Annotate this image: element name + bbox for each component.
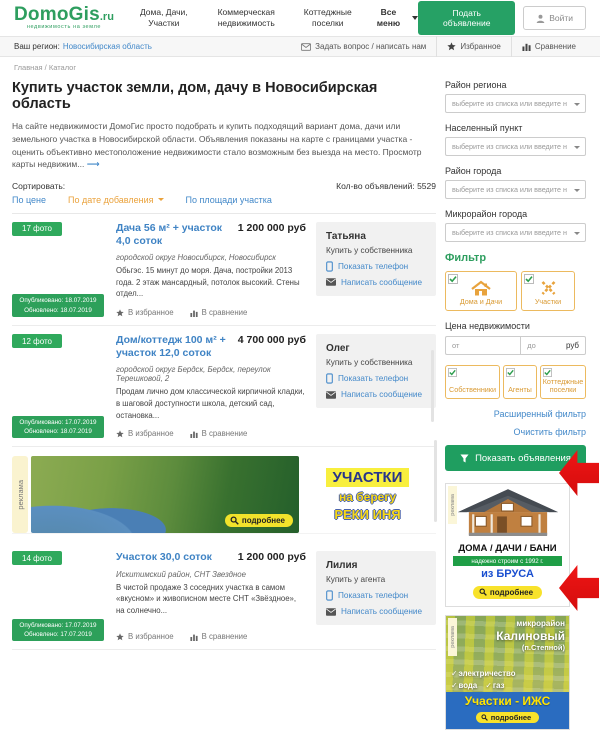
subheader-links [291, 36, 586, 57]
main-column [12, 78, 436, 650]
published-date: Опубликовано: 17.07.2019 [19, 621, 97, 629]
bar-chart-icon [190, 430, 198, 438]
star-icon [116, 430, 124, 438]
select-label: Микрорайон города [445, 209, 528, 219]
listing-location: городской округ Новосибирск, Новосибирск [116, 253, 276, 262]
listing-location: городской округ Бердск, Бердск, переулок Терешковой, 2 [116, 365, 271, 384]
ad-district: микрорайон [516, 619, 565, 628]
site-logo[interactable] [14, 5, 114, 31]
listings-count: Кол-во объявлений: 5529 [336, 180, 436, 191]
region-label: Ваш регион: [14, 42, 60, 51]
logo-tagline: недвижимость на земле [26, 24, 102, 31]
sort-by-area[interactable]: По площади участка [185, 194, 272, 205]
ad-settlement: (п.Степной) [521, 642, 565, 652]
contact-name: Олег [326, 343, 350, 355]
select-placeholder: выберите из списка или введите н [452, 99, 567, 108]
add-to-favorites-link[interactable] [116, 632, 174, 641]
ad-features [451, 668, 516, 691]
add-to-compare-link[interactable] [190, 429, 248, 438]
ad-line1: УЧАСТКИ [326, 468, 410, 487]
nav-item-homes[interactable]: Дома, Дачи, Участки [139, 7, 188, 28]
listing-price: 1 200 000 руб [237, 221, 306, 234]
listing-body [104, 222, 316, 317]
ad-label: реклама [449, 626, 456, 648]
checkbox-agents[interactable] [503, 365, 537, 399]
bar-chart-icon [190, 633, 198, 641]
ask-question-link[interactable] [291, 36, 436, 57]
listing-body [104, 334, 316, 438]
listing-price: 1 200 000 руб [237, 551, 306, 564]
scrollbar-line [431, 350, 434, 422]
sort-by-price[interactable]: По цене [12, 194, 47, 205]
ad-label-tab [448, 486, 457, 524]
ad-name: Калиновый [496, 628, 565, 643]
send-message-link[interactable] [326, 607, 426, 616]
show-phone-label: Показать телефон [338, 261, 409, 271]
login-button[interactable] [523, 6, 586, 30]
main-nav [132, 7, 418, 28]
photo-count-badge[interactable]: 14 фото [12, 551, 62, 565]
compare-label: В сравнение [201, 429, 248, 439]
checkbox-checked-icon [543, 368, 552, 377]
checkbox-checked-icon [448, 368, 457, 377]
star-icon [116, 633, 124, 641]
select-label: Район региона [445, 80, 507, 90]
contact-type: Купить у агента [326, 575, 386, 585]
feature-electricity: ✓ электричество [451, 669, 516, 678]
checkbox-houses-label: Дома и Дачи [459, 297, 503, 307]
ad-details-label: подробнее [490, 713, 532, 722]
ad-title: ДОМА / ДАЧИ / БАНИ [458, 543, 557, 554]
listing-left [12, 334, 104, 438]
breadcrumb [14, 63, 76, 72]
compare-label: Сравнение [534, 42, 576, 51]
scrollbar-line [434, 440, 437, 522]
magnifier-icon [481, 714, 488, 721]
logo-text: DomoGis [14, 4, 100, 26]
header-actions [418, 1, 586, 35]
checkbox-cottage-villages-label: Коттеджные поселки [542, 376, 584, 395]
published-badge [12, 294, 104, 317]
listing-left [12, 222, 104, 317]
ad-banner-river[interactable] [12, 456, 436, 534]
house-icon [470, 280, 492, 296]
filter-links [445, 409, 586, 437]
listing-location: Искитимский район, СНТ Звездное [116, 569, 246, 579]
contact-name: Татьяна [326, 230, 366, 242]
seller-checkboxes [445, 365, 586, 399]
price-to-field[interactable] [520, 336, 586, 355]
all-menu-label: Все меню [376, 7, 401, 28]
favorites-label: Избранное [460, 42, 501, 51]
listing-actions [116, 421, 306, 438]
listing-price: 4 700 000 руб [237, 334, 306, 347]
ad-kalinovy-plots[interactable] [445, 615, 570, 730]
compare-link[interactable] [511, 36, 586, 57]
send-message-label: Написать сообщение [341, 390, 423, 400]
filter-title: Фильтр [445, 252, 487, 264]
show-phone-link[interactable] [326, 373, 426, 384]
envelope-icon [326, 608, 336, 616]
ad-banner-title: Участки - ИЖС [464, 694, 551, 708]
phone-icon [326, 373, 333, 384]
ad-line2: на берегу [338, 489, 397, 504]
ad-details-label: подробнее [489, 587, 534, 597]
land-plot-icon [540, 280, 557, 296]
read-more-arrow-icon[interactable] [87, 159, 100, 169]
nav-item-cottage-villages[interactable]: Коттеджные поселки [303, 7, 352, 28]
select-placeholder: выберите из списка или введите н [452, 228, 567, 237]
chevron-down-icon [158, 198, 164, 201]
header [0, 0, 600, 36]
price-from-field[interactable] [445, 336, 520, 355]
clear-filter-link[interactable]: Очистить фильтр [513, 427, 586, 437]
published-badge [12, 619, 104, 642]
bar-chart-icon [190, 309, 198, 317]
listing-actions [116, 624, 306, 641]
advanced-filter-link[interactable]: Расширенный фильтр [493, 409, 586, 419]
ad-label: реклама [15, 480, 25, 510]
star-icon [116, 309, 124, 317]
ad-subtitle: надежно строим с 1992 г. [453, 556, 562, 566]
photo-count-badge[interactable]: 12 фото [12, 334, 62, 348]
breadcrumb-home[interactable]: Главная [14, 63, 43, 72]
favorite-label: В избранное [128, 429, 174, 439]
bar-chart-icon [522, 42, 531, 51]
intro-text [12, 120, 436, 172]
filter-sidebar [445, 80, 586, 730]
show-phone-label: Показать телефон [338, 591, 409, 601]
checkbox-checked-icon [448, 274, 458, 284]
sort-by-date[interactable] [68, 195, 163, 205]
listing-description: Продам лично дом классической кирпичной кладки, в шаговой доступности школа, детский сад, остановка... [116, 387, 305, 420]
currency-label: руб [565, 341, 579, 350]
listing-title-link[interactable]: Дача 56 м² + участок 4,0 соток [116, 221, 223, 247]
sort-header [12, 181, 436, 191]
ad-details-button[interactable] [225, 514, 293, 527]
contact-type: Купить у собственника [326, 358, 413, 368]
send-message-label: Написать сообщение [341, 277, 423, 287]
favorites-link[interactable] [436, 36, 511, 57]
checkbox-checked-icon [524, 274, 534, 284]
contact-card [316, 551, 436, 625]
envelope-icon [326, 278, 336, 286]
price-label: Цена недвижимости [445, 321, 530, 331]
user-icon [536, 14, 545, 23]
ad-label-tab [448, 618, 457, 656]
send-message-link[interactable] [326, 278, 426, 287]
ad-bottom-bar [446, 692, 569, 729]
select-label: Населенный пункт [445, 123, 523, 133]
checkbox-houses[interactable] [445, 271, 517, 311]
listing-body [104, 551, 316, 641]
ask-question-label: Задать вопрос / написать нам [315, 42, 427, 51]
star-icon [447, 42, 456, 51]
send-message-label: Написать сообщение [341, 607, 423, 617]
feature-gas: ✓ газ [485, 681, 504, 690]
breadcrumb-separator: / [44, 63, 47, 72]
show-listings-label: Показать объявления [475, 452, 571, 464]
show-phone-link[interactable] [326, 261, 426, 272]
sort-label: Сортировать: [12, 180, 66, 191]
ad-details-label: подробнее [241, 516, 285, 526]
ad-location-text [496, 619, 565, 652]
add-to-compare-link[interactable] [190, 632, 248, 641]
checkbox-plots[interactable] [521, 271, 575, 311]
price-to-input[interactable] [527, 341, 562, 350]
ad-line3: РЕКИ ИНЯ [334, 506, 401, 522]
contact-type: Купить у собственника [326, 245, 413, 255]
published-badge [12, 416, 104, 439]
post-ad-button[interactable]: Подать объявление [418, 1, 515, 35]
updated-date: Обновлено: 18.07.2019 [24, 306, 92, 314]
region-link[interactable]: Новосибирская область [62, 42, 152, 51]
listing-left [12, 551, 104, 641]
sort-by-date-label: По дате добавления [68, 194, 154, 205]
listing-description: В чистой продаже 3 соседних участка в самом «вкусном» и живописном месте СНТ «Звёздное», на солнечно... [116, 582, 297, 615]
microdistrict-select[interactable] [445, 223, 586, 242]
price-from-input[interactable] [452, 341, 514, 350]
checkbox-owners-label: Собственники [449, 385, 496, 395]
ad-details-button[interactable] [476, 712, 539, 723]
ad-label-tab [12, 456, 28, 533]
listing-title-link[interactable]: Дом/коттедж 100 м² + участок 12,0 соток [116, 334, 226, 360]
envelope-icon [326, 391, 336, 399]
listing-description: Обьгэс. 15 минут до моря. Дача, постройки 2013 года. 2 этаж мансардный, потолок высокий. Стены отдел... [116, 266, 300, 299]
wooden-house-image [449, 486, 564, 536]
checkbox-agents-label: Агенты [508, 385, 532, 395]
photo-count-badge[interactable]: 17 фото [12, 222, 62, 236]
listing-title-link[interactable]: Участок 30,0 соток [116, 551, 212, 564]
ad-brus-houses[interactable] [445, 483, 570, 607]
select-placeholder: выберите из списка или введите н [452, 142, 567, 151]
logo-tld: .ru [99, 11, 114, 24]
select-placeholder: выберите из списка или введите н [452, 185, 567, 194]
updated-date: Обновлено: 17.07.2019 [24, 630, 92, 638]
nav-item-commercial[interactable]: Коммерческая недвижимость [217, 7, 275, 28]
listing-row [12, 543, 436, 650]
published-date: Опубликовано: 18.07.2019 [19, 297, 97, 305]
feature-water: ✓ вода [451, 681, 477, 690]
phone-icon [326, 590, 333, 601]
magnifier-icon [230, 516, 239, 525]
contact-card [316, 222, 436, 296]
compare-label: В сравнение [201, 308, 248, 318]
ad-banner-text [299, 456, 436, 533]
category-checkboxes [445, 271, 586, 311]
add-to-favorites-link[interactable] [116, 429, 174, 438]
subheader [0, 36, 600, 57]
select-label: Район города [445, 166, 502, 176]
region-district-select[interactable] [445, 94, 586, 113]
updated-date: Обновлено: 18.07.2019 [24, 427, 92, 435]
envelope-icon [301, 43, 311, 51]
page-title: Купить участок земли, дом, дачу в Новосибирская область [12, 80, 378, 112]
show-phone-link[interactable] [326, 590, 426, 601]
add-to-favorites-link[interactable] [116, 308, 174, 317]
listing-row [12, 326, 436, 447]
contact-card [316, 334, 436, 408]
price-range [445, 336, 586, 355]
favorite-label: В избранное [128, 632, 174, 642]
ad-label: реклама [449, 494, 456, 516]
favorite-label: В избранное [128, 308, 174, 318]
add-to-compare-link[interactable] [190, 308, 248, 317]
magnifier-icon [479, 588, 487, 596]
contact-name: Лилия [326, 560, 358, 572]
settlement-select[interactable] [445, 137, 586, 156]
nav-item-all-menu[interactable] [369, 7, 419, 28]
show-phone-label: Показать телефон [338, 374, 409, 384]
send-message-link[interactable] [326, 390, 426, 399]
ad-banner-photo [31, 456, 299, 533]
checkbox-cottage-villages[interactable] [540, 365, 586, 399]
published-date: Опубликовано: 17.07.2019 [19, 418, 97, 426]
checkbox-plots-label: Участки [534, 297, 562, 307]
phone-icon [326, 261, 333, 272]
breadcrumb-current: Каталог [48, 63, 77, 72]
ad-details-button[interactable] [473, 586, 542, 599]
funnel-icon [460, 454, 469, 463]
listing-actions [116, 300, 306, 317]
listing-row [12, 214, 436, 326]
login-label: Войти [549, 13, 573, 23]
intro-body: На сайте недвижимости ДомоГис просто подобрать и купить подходящий вариант дома, дачи или земельного участка в Новосибирской области. Объявления показаны на карте с границами участка - оценить объективно местоположение недвижимости стало возможным без выезда на место. Просмотр карты недвижим... [12, 121, 422, 170]
sort-options [12, 195, 436, 214]
city-district-select[interactable] [445, 180, 586, 199]
checkbox-owners[interactable] [445, 365, 500, 399]
checkbox-checked-icon [506, 368, 515, 377]
ad-material: из БРУСА [481, 568, 534, 580]
compare-label: В сравнение [201, 632, 248, 642]
